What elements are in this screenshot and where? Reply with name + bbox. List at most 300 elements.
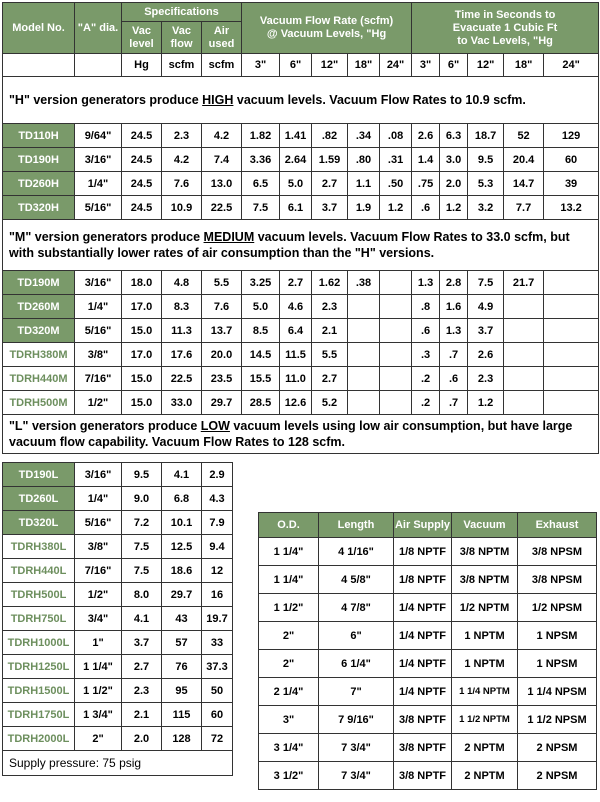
value-cell (504, 295, 544, 319)
value-cell: 2" (75, 727, 122, 751)
dimensions-table (258, 512, 597, 790)
value-cell: 2.64 (280, 148, 312, 172)
specifications-header: Specifications (122, 3, 242, 22)
dims-cell: 6" (319, 622, 394, 650)
value-cell: 1 1/2" (75, 679, 122, 703)
note-text: vacuum levels. Vacuum Flow Rates to 10.9 scfm. (233, 93, 526, 107)
dims-cell: 1/8 NPTF (394, 538, 452, 566)
value-cell: 6.4 (280, 319, 312, 343)
dims-cell: 1 NPTM (452, 650, 518, 678)
dims-cell: 1/4 NPTF (394, 622, 452, 650)
value-cell: 3/16" (75, 463, 122, 487)
dims-cell: 1 1/4" (259, 538, 319, 566)
value-cell: .8 (412, 295, 440, 319)
value-cell: 13.0 (202, 172, 242, 196)
value-cell (544, 295, 599, 319)
dims-cell: 2 NPSM (518, 734, 597, 762)
note-text: vacuum levels using low air consumption, but have large vacuum flow capability. Vacuum Flow Rates to 128 scfm. (9, 419, 573, 449)
value-cell (544, 391, 599, 415)
value-cell: 2.3 (312, 295, 348, 319)
value-cell: 1 3/4" (75, 703, 122, 727)
value-cell: 17.0 (122, 343, 162, 367)
model-cell: TD260H (3, 172, 75, 196)
value-cell: 7.5 (122, 559, 162, 583)
dims-cell: 7 3/4" (319, 734, 394, 762)
value-cell: 1/4" (75, 487, 122, 511)
dims-row (259, 594, 597, 622)
value-cell: 5/16" (75, 319, 122, 343)
value-cell: 24.5 (122, 172, 162, 196)
value-cell: 2.7 (312, 367, 348, 391)
dims-cell: 4 5/8" (319, 566, 394, 594)
value-cell: 18.7 (468, 124, 504, 148)
value-cell: 14.7 (504, 172, 544, 196)
table-row (3, 295, 599, 319)
value-cell: 15.5 (242, 367, 280, 391)
dims-cell: 3/8 NPSM (518, 566, 597, 594)
value-cell: 1.1 (348, 172, 380, 196)
dims-cell: 1 NPSM (518, 622, 597, 650)
value-cell: 2.1 (122, 703, 162, 727)
value-cell: 21.7 (504, 271, 544, 295)
value-cell: 4.9 (468, 295, 504, 319)
value-cell: 3.2 (468, 196, 504, 220)
value-cell: 1/2" (75, 391, 122, 415)
supply-pressure: Supply pressure: 75 psig (3, 751, 233, 776)
l-version-table (2, 462, 233, 776)
value-cell: 57 (162, 631, 202, 655)
dims-cell: 2 NPTM (452, 734, 518, 762)
value-cell (380, 271, 412, 295)
value-cell: 1 1/4" (75, 655, 122, 679)
value-cell: 6.8 (162, 487, 202, 511)
value-cell: 9.0 (122, 487, 162, 511)
units-cell: 3" (242, 54, 280, 77)
value-cell: 1" (75, 631, 122, 655)
dims-cell: 2" (259, 622, 319, 650)
table-row (3, 391, 599, 415)
dims-cell: 1 1/4" (259, 566, 319, 594)
value-cell: 1.2 (468, 391, 504, 415)
value-cell: .80 (348, 148, 380, 172)
dims-row (259, 734, 597, 762)
value-cell: 5.5 (312, 343, 348, 367)
vac-level-header: Vac level (122, 22, 162, 54)
value-cell: 29.7 (202, 391, 242, 415)
value-cell: 3/4" (75, 607, 122, 631)
value-cell (544, 367, 599, 391)
value-cell: 11.3 (162, 319, 202, 343)
dims-cell: 1 1/2 NPSM (518, 706, 597, 734)
dims-cell: 1/4 NPTF (394, 594, 452, 622)
value-cell: 2.3 (162, 124, 202, 148)
vac-flow-header: Vac flow (162, 22, 202, 54)
units-cell: 6" (440, 54, 468, 77)
value-cell: 1.6 (440, 295, 468, 319)
value-cell: 17.6 (162, 343, 202, 367)
value-cell: 10.1 (162, 511, 202, 535)
value-cell: 29.7 (162, 583, 202, 607)
dims-cell: 1/2 NPTM (452, 594, 518, 622)
value-cell: 128 (162, 727, 202, 751)
value-cell: 2.7 (122, 655, 162, 679)
note-text: "M" version generators produce (9, 230, 204, 244)
note-text: "H" version generators produce (9, 93, 203, 107)
value-cell: .2 (412, 391, 440, 415)
note-text: "L" version generators produce (9, 419, 201, 433)
dims-cell: 2 NPSM (518, 762, 597, 790)
model-cell: TDRH1500L (3, 679, 75, 703)
value-cell: 14.5 (242, 343, 280, 367)
value-cell: 18.6 (162, 559, 202, 583)
dims-cell: 3 1/4" (259, 734, 319, 762)
m-note-row (3, 220, 599, 271)
value-cell (544, 319, 599, 343)
model-cell: TDRH500M (3, 391, 75, 415)
value-cell: 12.5 (162, 535, 202, 559)
value-cell: 3.25 (242, 271, 280, 295)
value-cell: 9.5 (122, 463, 162, 487)
value-cell: .34 (348, 124, 380, 148)
value-cell: 9.5 (468, 148, 504, 172)
value-cell (544, 271, 599, 295)
value-cell: 12.6 (280, 391, 312, 415)
specifications-table (2, 2, 599, 454)
value-cell: 1.62 (312, 271, 348, 295)
value-cell: 20.0 (202, 343, 242, 367)
dims-cell: 1 1/2" (259, 594, 319, 622)
value-cell: 13.2 (544, 196, 599, 220)
table-row (3, 367, 599, 391)
l-note-row (3, 415, 599, 454)
dims-cell: 7" (319, 678, 394, 706)
table-row (3, 631, 233, 655)
value-cell: 39 (544, 172, 599, 196)
units-cell: 6" (280, 54, 312, 77)
dims-cell: 2" (259, 650, 319, 678)
dims-cell: 4 7/8" (319, 594, 394, 622)
value-cell (348, 367, 380, 391)
model-cell: TD260L (3, 487, 75, 511)
value-cell: 1.9 (348, 196, 380, 220)
note-emphasis: LOW (200, 419, 230, 433)
value-cell: 2.3 (122, 679, 162, 703)
value-cell (348, 343, 380, 367)
value-cell: 4.3 (202, 487, 233, 511)
value-cell: 6.5 (242, 172, 280, 196)
value-cell: 3/8" (75, 535, 122, 559)
units-cell: 12" (312, 54, 348, 77)
table-row (3, 703, 233, 727)
value-cell: 22.5 (202, 196, 242, 220)
value-cell: 7.7 (504, 196, 544, 220)
model-cell: TDRH440M (3, 367, 75, 391)
model-cell: TD190H (3, 148, 75, 172)
value-cell: 12 (202, 559, 233, 583)
value-cell: 20.4 (504, 148, 544, 172)
table-row (3, 124, 599, 148)
value-cell: 3.7 (312, 196, 348, 220)
value-cell: 115 (162, 703, 202, 727)
value-cell: 3/16" (75, 271, 122, 295)
value-cell: 4.2 (162, 148, 202, 172)
value-cell: 15.0 (122, 367, 162, 391)
value-cell: .7 (440, 343, 468, 367)
dims-cell: 1 1/2 NPTM (452, 706, 518, 734)
value-cell: 4.6 (280, 295, 312, 319)
value-cell: 7.5 (468, 271, 504, 295)
model-cell: TD320H (3, 196, 75, 220)
table-row (3, 271, 599, 295)
value-cell: 60 (544, 148, 599, 172)
value-cell (348, 319, 380, 343)
exhaust-header: Exhaust (518, 513, 597, 538)
value-cell: 76 (162, 655, 202, 679)
units-cell: 12" (468, 54, 504, 77)
value-cell: 2.6 (412, 124, 440, 148)
units-cell: 3" (412, 54, 440, 77)
table-row (3, 148, 599, 172)
value-cell: 1.2 (380, 196, 412, 220)
value-cell: 9.4 (202, 535, 233, 559)
value-cell: 3.7 (122, 631, 162, 655)
model-cell: TDRH380L (3, 535, 75, 559)
model-cell: TD190M (3, 271, 75, 295)
value-cell: 7.5 (242, 196, 280, 220)
value-cell: 13.7 (202, 319, 242, 343)
header-row (3, 3, 599, 22)
units-cell: 24" (380, 54, 412, 77)
evacuate-line: Evacuate 1 Cubic Ft (452, 21, 558, 34)
units-cell (3, 54, 75, 77)
dims-cell: 1 1/4 NPSM (518, 678, 597, 706)
value-cell: 23.5 (202, 367, 242, 391)
value-cell: .6 (412, 196, 440, 220)
dims-cell: 3/8 NPTF (394, 762, 452, 790)
dims-cell: 3/8 NPTM (452, 538, 518, 566)
value-cell: 1.82 (242, 124, 280, 148)
units-cell: scfm (202, 54, 242, 77)
units-cell: scfm (162, 54, 202, 77)
value-cell: 1/4" (75, 295, 122, 319)
value-cell (504, 391, 544, 415)
value-cell: 7.6 (162, 172, 202, 196)
l-version-note (3, 415, 599, 454)
dims-cell: 6 1/4" (319, 650, 394, 678)
model-cell: TDRH750L (3, 607, 75, 631)
value-cell: 33.0 (162, 391, 202, 415)
value-cell (504, 367, 544, 391)
model-cell: TD320L (3, 511, 75, 535)
dims-row (259, 678, 597, 706)
value-cell: 19.7 (202, 607, 233, 631)
table-row (3, 319, 599, 343)
value-cell: .6 (412, 319, 440, 343)
table-row (3, 196, 599, 220)
dims-cell: 1 1/4 NPTM (452, 678, 518, 706)
value-cell: 1.3 (412, 271, 440, 295)
dims-cell: 2 NPTM (452, 762, 518, 790)
value-cell: 4.1 (162, 463, 202, 487)
value-cell: 2.3 (468, 367, 504, 391)
value-cell: .82 (312, 124, 348, 148)
value-cell: 11.5 (280, 343, 312, 367)
value-cell: 3.36 (242, 148, 280, 172)
value-cell: 7/16" (75, 367, 122, 391)
value-cell: 4.2 (202, 124, 242, 148)
value-cell: 129 (544, 124, 599, 148)
h-version-note (3, 77, 599, 124)
model-cell: TDRH1250L (3, 655, 75, 679)
value-cell: 7.2 (122, 511, 162, 535)
value-cell: 18.0 (122, 271, 162, 295)
value-cell (380, 343, 412, 367)
table-row (3, 463, 233, 487)
value-cell: 24.5 (122, 196, 162, 220)
value-cell: 72 (202, 727, 233, 751)
value-cell (348, 295, 380, 319)
value-cell: .38 (348, 271, 380, 295)
dims-row (259, 538, 597, 566)
dims-cell: 3" (259, 706, 319, 734)
units-row (3, 54, 599, 77)
value-cell: 16 (202, 583, 233, 607)
value-cell: 2.0 (440, 172, 468, 196)
value-cell: 5/16" (75, 511, 122, 535)
dims-cell: 3/8 NPTF (394, 734, 452, 762)
value-cell: 4.1 (122, 607, 162, 631)
value-cell: 2.9 (202, 463, 233, 487)
value-cell: 5.5 (202, 271, 242, 295)
value-cell: 3/16" (75, 148, 122, 172)
value-cell: 7/16" (75, 559, 122, 583)
dims-cell: 3/8 NPTF (394, 706, 452, 734)
dims-cell: 3/8 NPTM (452, 566, 518, 594)
value-cell: 1.59 (312, 148, 348, 172)
table-row (3, 679, 233, 703)
length-header: Length (319, 513, 394, 538)
table-row (3, 583, 233, 607)
value-cell: 17.0 (122, 295, 162, 319)
value-cell: 9/64" (75, 124, 122, 148)
value-cell (348, 391, 380, 415)
value-cell: 7.4 (202, 148, 242, 172)
model-cell: TDRH1750L (3, 703, 75, 727)
value-cell: 24.5 (122, 148, 162, 172)
value-cell (380, 319, 412, 343)
dims-cell: 7 3/4" (319, 762, 394, 790)
value-cell: 4.8 (162, 271, 202, 295)
model-cell: TDRH440L (3, 559, 75, 583)
value-cell: 43 (162, 607, 202, 631)
value-cell: 60 (202, 703, 233, 727)
model-cell: TD320M (3, 319, 75, 343)
value-cell: .75 (412, 172, 440, 196)
value-cell: 1.41 (280, 124, 312, 148)
value-cell: 8.0 (122, 583, 162, 607)
value-cell: 2.7 (312, 172, 348, 196)
dims-row (259, 706, 597, 734)
value-cell: 11.0 (280, 367, 312, 391)
table-row (3, 607, 233, 631)
value-cell: 15.0 (122, 391, 162, 415)
value-cell: 7.9 (202, 511, 233, 535)
value-cell (380, 295, 412, 319)
value-cell: 2.6 (468, 343, 504, 367)
supply-row (3, 751, 233, 776)
value-cell: 28.5 (242, 391, 280, 415)
value-cell: 33 (202, 631, 233, 655)
value-cell (504, 319, 544, 343)
value-cell (380, 367, 412, 391)
dims-cell: 7 9/16" (319, 706, 394, 734)
dims-header-row (259, 513, 597, 538)
value-cell: .50 (380, 172, 412, 196)
value-cell: 37.3 (202, 655, 233, 679)
value-cell: 8.5 (242, 319, 280, 343)
units-cell: Hg (122, 54, 162, 77)
model-cell: TD190L (3, 463, 75, 487)
dims-cell: 3/8 NPSM (518, 538, 597, 566)
table-row (3, 487, 233, 511)
model-no-header: Model No. (3, 3, 75, 54)
dims-cell: 1/8 NPTF (394, 566, 452, 594)
value-cell: 1.3 (440, 319, 468, 343)
value-cell: .08 (380, 124, 412, 148)
units-cell (75, 54, 122, 77)
dims-row (259, 762, 597, 790)
value-cell: 3.7 (468, 319, 504, 343)
dims-row (259, 622, 597, 650)
note-emphasis: MEDIUM (203, 230, 255, 244)
vacuum-header: Vacuum (452, 513, 518, 538)
dims-cell: 1 NPTM (452, 622, 518, 650)
value-cell: 1.4 (412, 148, 440, 172)
model-cell: TDRH500L (3, 583, 75, 607)
dims-cell: 1/4 NPTF (394, 678, 452, 706)
evacuation-time-header (412, 3, 599, 54)
model-cell: TDRH1000L (3, 631, 75, 655)
dims-cell: 2 1/4" (259, 678, 319, 706)
vacuum-levels-subtitle: @ Vacuum Levels, "Hg (266, 28, 387, 40)
value-cell: 5.0 (242, 295, 280, 319)
h-note-row (3, 77, 599, 124)
value-cell: 7.6 (202, 295, 242, 319)
value-cell: 5.2 (312, 391, 348, 415)
dims-cell: 1/4 NPTF (394, 650, 452, 678)
vac-levels-line: to Vac Levels, "Hg (457, 34, 553, 47)
table-row (3, 511, 233, 535)
note-text: vacuum levels. Vacuum Flow Rates to 33.0 scfm, but with substantially lower rates of air consumption than the "H" versions. (9, 230, 570, 260)
value-cell: 10.9 (162, 196, 202, 220)
m-version-note (3, 220, 599, 271)
value-cell: 7.5 (122, 535, 162, 559)
value-cell: 52 (504, 124, 544, 148)
model-cell: TD110H (3, 124, 75, 148)
value-cell: .31 (380, 148, 412, 172)
value-cell (504, 343, 544, 367)
value-cell: 5.0 (280, 172, 312, 196)
model-cell: TD260M (3, 295, 75, 319)
dims-cell: 4 1/16" (319, 538, 394, 566)
units-cell: 18" (348, 54, 380, 77)
value-cell (380, 391, 412, 415)
dims-cell: 1/2 NPSM (518, 594, 597, 622)
table-row (3, 535, 233, 559)
value-cell: 1/2" (75, 583, 122, 607)
dims-body (259, 538, 597, 790)
dims-cell: 3 1/2" (259, 762, 319, 790)
